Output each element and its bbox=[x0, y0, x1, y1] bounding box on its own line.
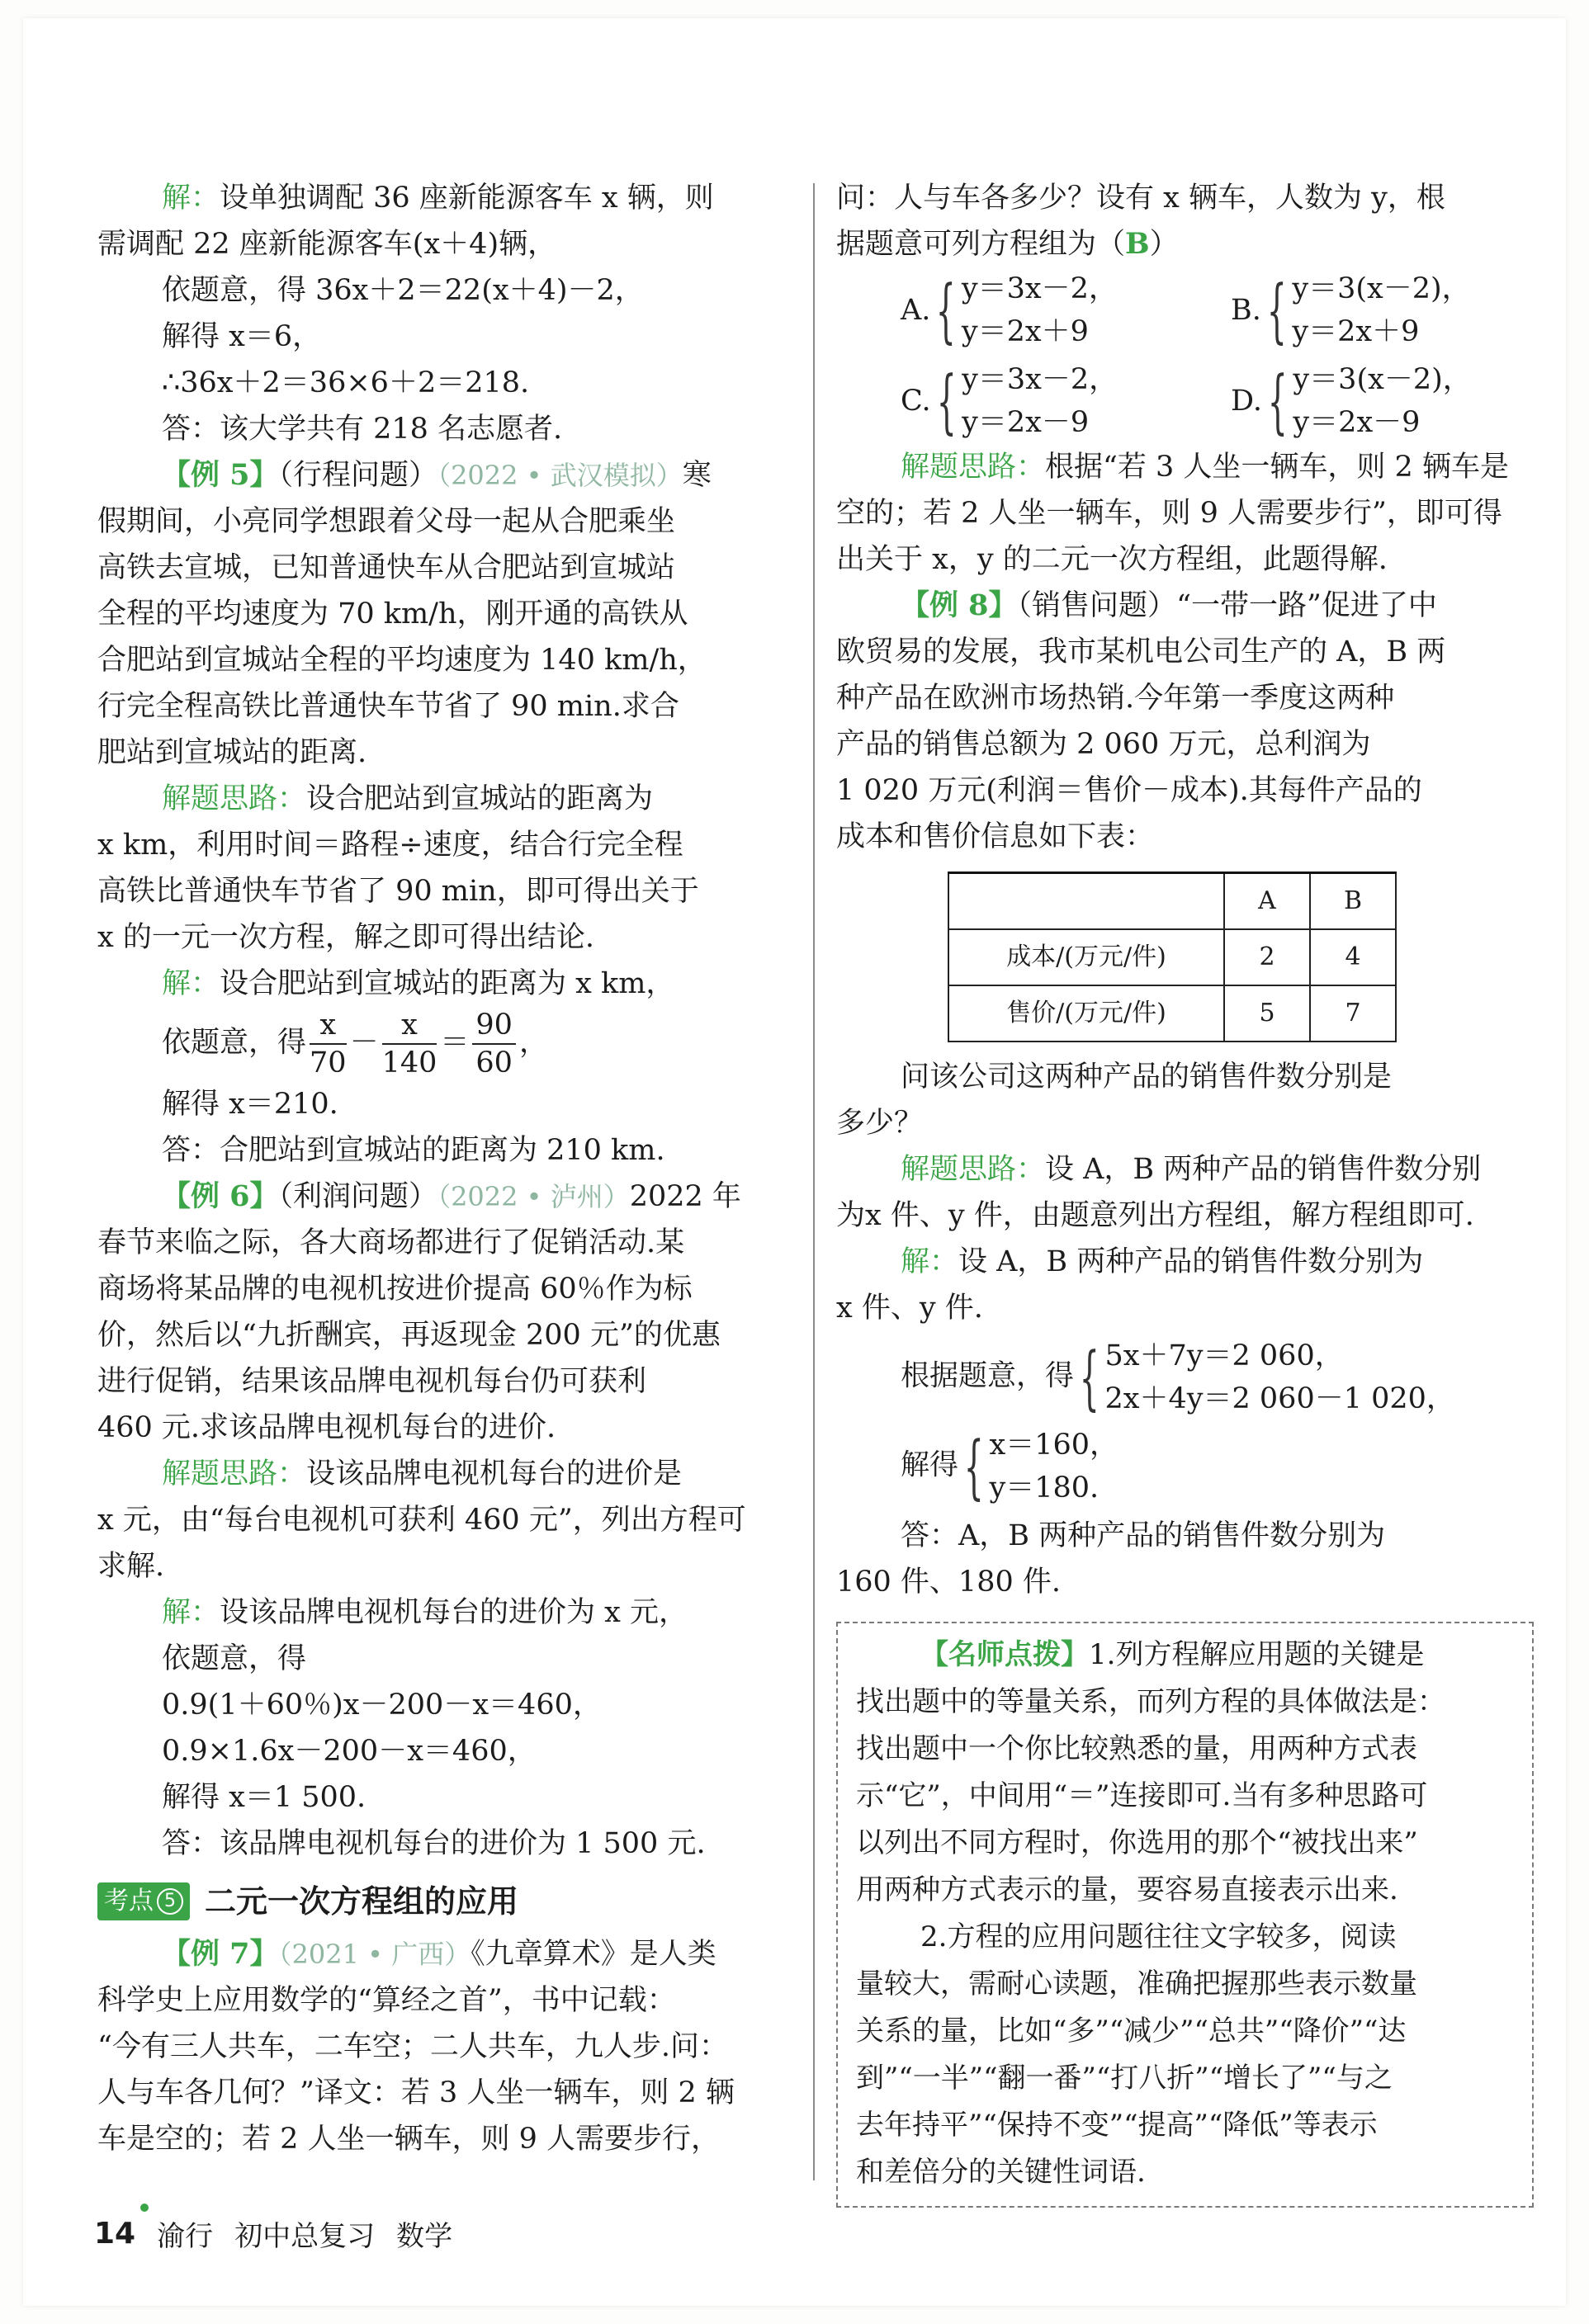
ex5-source: （2022 • 武汉模拟） bbox=[437, 460, 683, 491]
footer-brand: 渝行 bbox=[157, 2220, 214, 2253]
ex7-think-line: 空的；若 2 人坐一辆车，则 9 人需要步行”，即可得 bbox=[836, 497, 1502, 530]
section-title: 二元一次方程组的应用 bbox=[205, 1883, 519, 1920]
ex8-solution-system: 解得 { x＝160， y＝180. bbox=[901, 1426, 1119, 1507]
ex5-equation: 依题意，得 $\frac{x}{70}$ － $\frac{x}{140}$ ＝ $\frac{90}{60}$ ， bbox=[162, 1008, 548, 1079]
ex4-solution-line: 需调配 22 座新能源客车(x＋4)辆， bbox=[97, 228, 557, 261]
table-cell: 成本/(万元/件) bbox=[948, 929, 1224, 985]
option-d: D. { y＝3(x－2)， y＝2x－9 bbox=[1231, 361, 1472, 442]
table-cell: 2 bbox=[1224, 929, 1310, 985]
tips-line: 量较大，需耐心读题，准确把握那些表示数量 bbox=[856, 1967, 1417, 2000]
right-column bbox=[836, 175, 1534, 2208]
ex7-tag: 【例 7】 bbox=[162, 1937, 279, 1971]
ex6-answer: 答：该品牌电视机每台的进价为 1 500 元. bbox=[162, 1827, 706, 1860]
ex7-problem-line: 问：人与车各多少？设有 x 辆车，人数为 y，根 bbox=[836, 182, 1445, 215]
tips-line: 到”“一半”“翻一番”“打八折”“增长了”“与之 bbox=[856, 2062, 1393, 2095]
section-badge: 考点 5 bbox=[97, 1882, 190, 1920]
ex8-answer: 答：A，B 两种产品的销售件数分别为 bbox=[901, 1519, 1386, 1552]
brace-icon: { bbox=[1079, 1337, 1100, 1418]
ex5-problem-line: 全程的平均速度为 70 km/h，刚开通的高铁从 bbox=[97, 598, 688, 631]
ex8-problem-line: 成本和售价信息如下表： bbox=[836, 820, 1155, 853]
ex7-problem-line: 车是空的；若 2 人坐一辆车，则 9 人需要步行， bbox=[97, 2123, 721, 2156]
tips-line: 找出题中的等量关系，而列方程的具体做法是： bbox=[856, 1685, 1445, 1718]
ex6-solve-line: 0.9×1.6x－200－x＝460， bbox=[162, 1735, 537, 1768]
left-column bbox=[97, 175, 791, 2162]
ex7-problem-line: “今有三人共车，二车空；二人共车，九人步.问： bbox=[97, 2030, 729, 2063]
ex8-think-line: 为x 件、y 件，由题意列出方程组，解方程组即可. bbox=[836, 1199, 1474, 1232]
tips-line: 2.方程的应用问题往往文字较多，阅读 bbox=[920, 1920, 1397, 1953]
ex4-solution-line: 依题意，得 36x＋2＝22(x＋4)－2， bbox=[162, 274, 644, 307]
ex7-think-line: 出关于 x，y 的二元一次方程组，此题得解. bbox=[836, 543, 1388, 576]
ex5-tag: 【例 5】 bbox=[162, 458, 279, 492]
ex6-problem-line: 商场将某品牌的电视机按进价提高 60％作为标 bbox=[97, 1273, 693, 1306]
ex8-think-line: 解题思路：设 A，B 两种产品的销售件数分别 bbox=[901, 1153, 1482, 1186]
ex5-problem-line: 肥站到宣城站的距离. bbox=[97, 736, 367, 769]
table-cell bbox=[948, 873, 1224, 930]
ex5-think-line: 解题思路：设合肥站到宣城站的距离为 bbox=[162, 782, 654, 815]
ex6-problem-line: 价，然后以“九折酬宾，再返现金 200 元”的优惠 bbox=[97, 1319, 721, 1352]
ex6-solve-line: 依题意，得 bbox=[162, 1642, 307, 1675]
fraction: $\frac{x}{140}$ bbox=[381, 1008, 437, 1079]
ex6-think-line: x 元，由“每台电视机可获利 460 元”，列出方程可 bbox=[97, 1504, 746, 1537]
ex5-header: 【例 5】（行程问题）（2022 • 武汉模拟）寒 bbox=[162, 458, 712, 492]
section-heading bbox=[97, 1878, 791, 1925]
ex8-problem-line: 1 020 万元(利润＝售价－成本).其每件产品的 bbox=[836, 774, 1422, 807]
ex8-problem-line: 欧贸易的发展，我市某机电公司生产的 A，B 两 bbox=[836, 635, 1446, 668]
ex6-problem-line: 460 元.求该品牌电视机每台的进价. bbox=[97, 1411, 556, 1444]
footer-subject: 数学 bbox=[396, 2220, 453, 2253]
ex7-think-line: 解题思路：根据“若 3 人坐一辆车，则 2 辆车是 bbox=[901, 451, 1509, 484]
tips-line: 【名师点拨】1.列方程解应用题的关键是 bbox=[920, 1638, 1425, 1671]
option-a: A. { y＝3x－2， y＝2x＋9 bbox=[901, 270, 1118, 351]
tips-line: 用两种方式表示的量，要容易直接表示出来. bbox=[856, 1873, 1398, 1906]
ex8-solve-line: 解：设 A，B 两种产品的销售件数分别为 bbox=[901, 1245, 1424, 1278]
fraction: $\frac{90}{60}$ bbox=[472, 1007, 516, 1081]
tips-line: 去年持平”“保持不变”“提高”“降低”等表示 bbox=[856, 2109, 1378, 2142]
ex4-solution-line: 解：设单独调配 36 座新能源客车 x 辆，则 bbox=[162, 182, 714, 215]
ex5-think-line: x km，利用时间＝路程÷速度，结合行完全程 bbox=[97, 829, 683, 862]
footer-book: 初中总复习 bbox=[234, 2220, 376, 2253]
ex6-source: （2022 • 泸州） bbox=[437, 1181, 630, 1212]
ex4-answer: 答：该大学共有 218 名志愿者. bbox=[162, 413, 563, 446]
ex7-options bbox=[836, 267, 1534, 444]
table-cell: 售价/(万元/件) bbox=[948, 985, 1224, 1042]
ex6-solve-line: 0.9(1＋60％)x－200－x＝460， bbox=[162, 1689, 602, 1722]
ex6-solve-line: 解：设该品牌电视机每台的进价为 x 元， bbox=[162, 1596, 688, 1629]
ex5-problem-line: 合肥站到宣城站全程的平均速度为 140 km/h， bbox=[97, 644, 707, 677]
ex7-problem-line: 人与车各几何？”译文：若 3 人坐一辆车，则 2 辆 bbox=[97, 2076, 735, 2109]
teacher-tips-box bbox=[836, 1622, 1534, 2208]
ex6-solve-line: 解得 x＝1 500. bbox=[162, 1781, 367, 1814]
table-row bbox=[948, 985, 1396, 1042]
decor-dot-icon bbox=[140, 2204, 149, 2212]
tips-line: 以列出不同方程时，你选用的那个“被找出来” bbox=[856, 1826, 1418, 1859]
ex8-tag: 【例 8】 bbox=[901, 588, 1018, 622]
page-number: 14 bbox=[94, 2217, 136, 2251]
ex5-answer: 答：合肥站到宣城站的距离为 210 km. bbox=[162, 1134, 665, 1167]
section-number: 5 bbox=[157, 1888, 183, 1915]
ex6-header: 【例 6】（利润问题）（2022 • 泸州）2022 年 bbox=[162, 1179, 741, 1213]
ex6-think-line: 求解. bbox=[97, 1550, 165, 1583]
brace-icon: { bbox=[936, 270, 957, 351]
ex4-solution-line: 解得 x＝6， bbox=[162, 320, 322, 353]
ex5-solve-line: 解：设合肥站到宣城站的距离为 x km， bbox=[162, 967, 675, 1000]
brace-icon: { bbox=[936, 361, 957, 442]
price-table bbox=[948, 872, 1397, 1042]
tips-line: 和差倍分的关键性词语. bbox=[856, 2156, 1146, 2189]
table-header: A bbox=[1224, 873, 1310, 930]
ex5-think-line: x 的一元一次方程，解之即可得出结论. bbox=[97, 921, 594, 954]
tips-line: 找出题中一个你比较熟悉的量，用两种方式表 bbox=[856, 1732, 1417, 1765]
brace-icon: { bbox=[1267, 361, 1288, 442]
ex8-question-line: 多少？ bbox=[836, 1107, 924, 1140]
table-cell: 5 bbox=[1224, 985, 1310, 1042]
brace-icon: { bbox=[963, 1426, 984, 1507]
option-b: B. { y＝3(x－2)， y＝2x＋9 bbox=[1231, 270, 1471, 351]
ex6-tag: 【例 6】 bbox=[162, 1179, 279, 1213]
ex6-problem-line: 进行促销，结果该品牌电视机每台仍可获利 bbox=[97, 1365, 647, 1398]
table-row bbox=[948, 929, 1396, 985]
ex8-solve-line: x 件、y 件. bbox=[836, 1292, 983, 1325]
ex8-system: 根据题意，得 { 5x＋7y＝2 060， 2x＋4y＝2 060－1 020， bbox=[901, 1337, 1455, 1418]
tips-line: 关系的量，比如“多”“减少”“总共”“降价”“达 bbox=[856, 2015, 1407, 2048]
tips-line: 示“它”，中间用“＝”连接即可.当有多种思路可 bbox=[856, 1779, 1428, 1812]
ex8-problem-line: 产品的销售总额为 2 060 万元，总利润为 bbox=[836, 728, 1371, 761]
ex5-solve-line: 解得 x＝210. bbox=[162, 1088, 338, 1121]
tips-title: 【名师点拨】 bbox=[920, 1638, 1089, 1671]
page bbox=[23, 18, 1566, 2306]
ex6-problem-line: 春节来临之际，各大商场都进行了促销活动.某 bbox=[97, 1226, 685, 1259]
table-header: B bbox=[1310, 873, 1396, 930]
table-cell: 4 bbox=[1310, 929, 1396, 985]
ex7-problem-line: 据题意可列方程组为（B） bbox=[836, 227, 1179, 261]
table-cell: 7 bbox=[1310, 985, 1396, 1042]
ex6-think-line: 解题思路：设该品牌电视机每台的进价是 bbox=[162, 1457, 683, 1490]
ex8-question-line: 问该公司这两种产品的销售件数分别是 bbox=[901, 1060, 1393, 1094]
fraction: $\frac{x}{70}$ bbox=[310, 1008, 347, 1079]
ex7-answer: B bbox=[1125, 227, 1150, 261]
ex8-problem-line: 种产品在欧洲市场热销.今年第一季度这两种 bbox=[836, 682, 1395, 715]
ex5-problem-line: 假期间，小亮同学想跟着父母一起从合肥乘坐 bbox=[97, 505, 676, 538]
option-c: C. { y＝3x－2， y＝2x－9 bbox=[901, 361, 1118, 442]
page-footer bbox=[94, 2213, 452, 2254]
ex4-solution-line: ∴36x＋2＝36×6＋2＝218. bbox=[162, 366, 530, 399]
ex8-answer: 160 件、180 件. bbox=[836, 1566, 1061, 1599]
column-divider bbox=[813, 183, 815, 2180]
ex8-header: 【例 8】（销售问题）“一带一路”促进了中 bbox=[901, 588, 1437, 622]
ex5-problem-line: 行完全程高铁比普通快车节省了 90 min.求合 bbox=[97, 690, 679, 723]
brace-icon: { bbox=[1266, 270, 1287, 351]
table-row bbox=[948, 873, 1396, 930]
ex7-source: （2021 • 广西） bbox=[278, 1939, 471, 1970]
ex7-problem-line: 科学史上应用数学的“算经之首”，书中记载： bbox=[97, 1984, 676, 2017]
ex5-think-line: 高铁比普通快车节省了 90 min，即可得出关于 bbox=[97, 875, 699, 908]
ex7-header: 【例 7】（2021 • 广西）《九章算术》是人类 bbox=[162, 1937, 716, 1971]
ex5-problem-line: 高铁去宣城，已知普通快车从合肥站到宣城站 bbox=[97, 551, 676, 584]
